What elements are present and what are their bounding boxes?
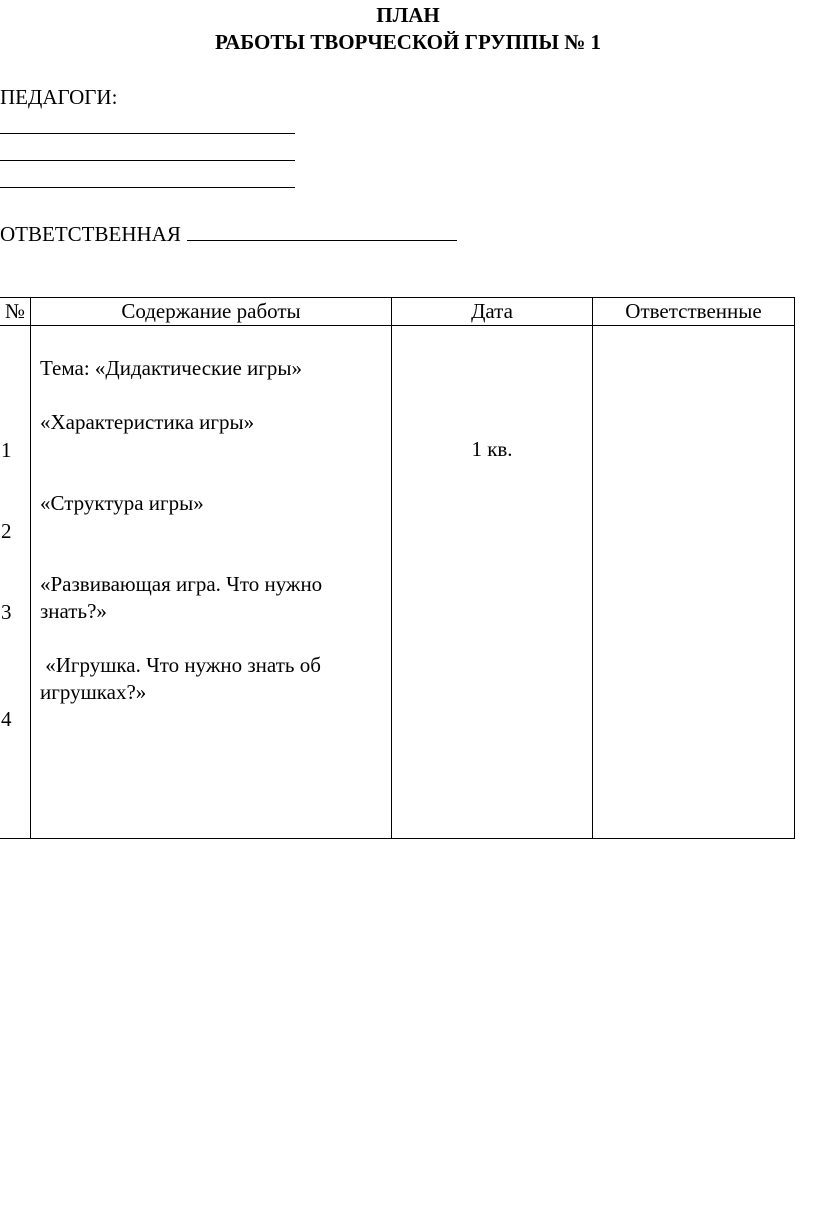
table-column-divider-1	[30, 297, 31, 839]
header-number: №	[4, 299, 26, 323]
table-top-border	[0, 297, 795, 298]
table-header-divider	[0, 325, 795, 326]
content-item-3-line-1: «Развивающая игра. Что нужно	[40, 572, 323, 596]
row-number-2: 2	[1, 519, 12, 543]
row-number-1: 1	[1, 438, 12, 462]
date-cell: 1 кв.	[471, 437, 513, 461]
header-date: Дата	[471, 299, 513, 323]
teacher-blank-line-2	[0, 160, 295, 161]
table-column-divider-2	[391, 297, 392, 839]
content-item-4-line-1: «Игрушка. Что нужно знать об	[40, 653, 321, 677]
table-bottom-border	[0, 838, 795, 839]
responsible-label: ОТВЕТСТВЕННАЯ	[0, 222, 181, 246]
teacher-blank-line-3	[0, 187, 295, 188]
row-number-4: 4	[1, 707, 12, 731]
row-number-3: 3	[1, 600, 12, 624]
responsible-row	[0, 220, 457, 246]
header-responsible: Ответственные	[625, 299, 762, 323]
responsible-blank-line	[187, 220, 457, 241]
teachers-label: ПЕДАГОГИ:	[0, 85, 118, 109]
teacher-blank-line-1	[0, 133, 295, 134]
content-item-4-line-2: игрушках?»	[40, 680, 147, 704]
document-title-line2: РАБОТЫ ТВОРЧЕСКОЙ ГРУППЫ № 1	[214, 30, 602, 54]
table-right-border	[794, 297, 795, 839]
content-topic: Тема: «Дидактические игры»	[40, 356, 303, 380]
document-title-line1: ПЛАН	[376, 3, 440, 27]
content-item-3-line-2: знать?»	[40, 599, 107, 623]
table-column-divider-3	[592, 297, 593, 839]
content-item-2: «Структура игры»	[40, 491, 204, 515]
content-item-1: «Характеристика игры»	[40, 410, 255, 434]
header-content: Содержание работы	[121, 299, 301, 323]
